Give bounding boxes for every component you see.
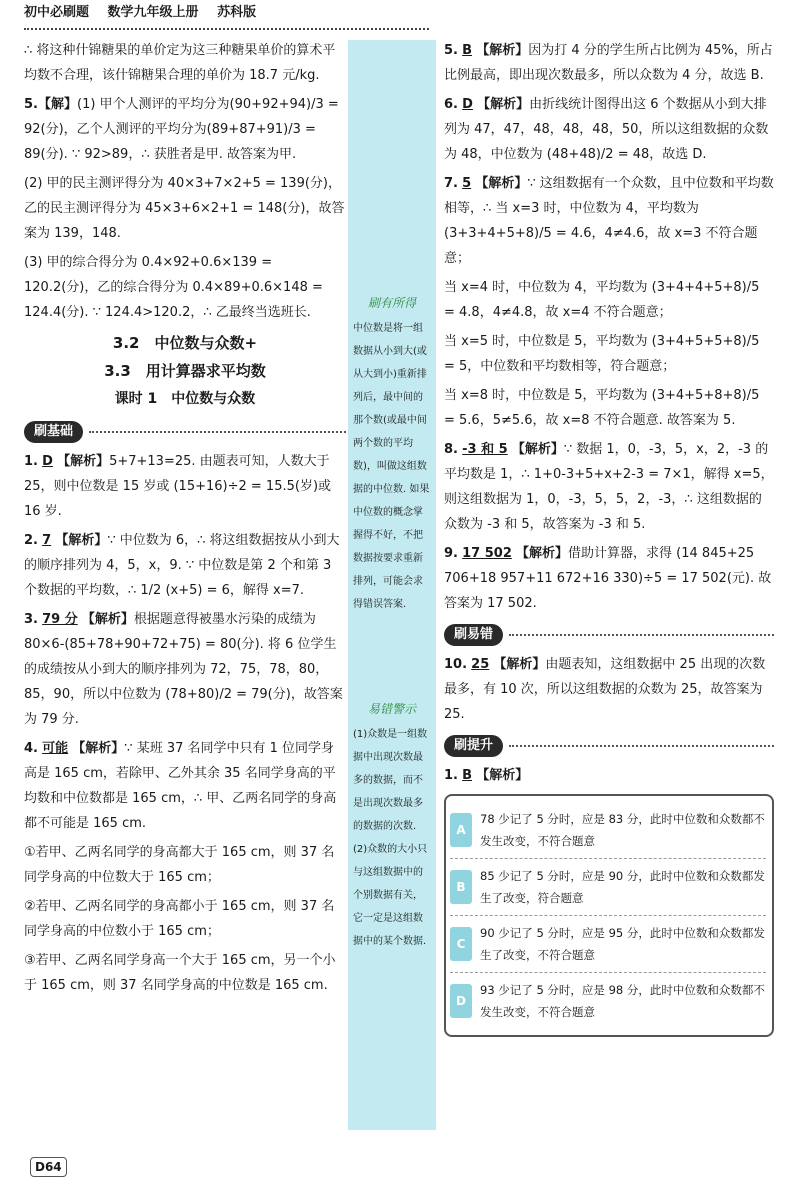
paragraph: ③若甲、乙两名同学身高一个大于 165 cm，另一个小于 165 cm，则 37 名同学身高的中位数是 165 cm.: [24, 953, 336, 993]
option-row: [450, 916, 766, 973]
question-number: 1.: [444, 768, 458, 783]
paragraph: ②若甲、乙两名同学的身高都小于 165 cm，则 37 名同学身高的中位数小于 165 cm；: [24, 899, 335, 939]
question-5: [444, 38, 774, 88]
answer: 79 分: [42, 612, 78, 627]
answer: 17 502: [462, 546, 512, 561]
answer: B: [462, 43, 473, 58]
answer-tag: 【解析】: [516, 546, 569, 561]
question-text: 借助计算器，求得 (14 845+25 706+18 957+11 672+16 330)÷5 = 17 502(元). 故答案为 17 502.: [444, 546, 772, 611]
answer-tag: 【解析】: [55, 533, 108, 548]
paragraph: 当 x=5 时，中位数是 5，平均数为 (3+4+5+5+8)/5 = 5，中位数和平均数相等，符合题意；: [444, 334, 760, 374]
answer-tag: 【解析】: [476, 768, 529, 783]
left-column: [24, 38, 346, 1002]
paragraph: 当 x=4 时，中位数为 4，平均数为 (3+4+4+5+8)/5 = 4.8，4≠4.8，故 x=4 不符合题意；: [444, 280, 760, 320]
option-text: 85 少记了 5 分时，应是 90 分，此时中位数和众数都发生了改变，符合题意: [480, 869, 765, 905]
question-text: ∵ 某班 37 名同学中只有 1 位同学身高是 165 cm，若除甲、乙外其余 35 名同学身高的平均数和中位数都是 165 cm，∴ 甲、乙两名同学的身高都不可能是 165 cm.: [24, 741, 337, 831]
page-number: D64: [30, 1157, 67, 1177]
paragraph: ①若甲、乙两名同学的身高都大于 165 cm，则 37 名同学身高的中位数大于 165 cm；: [24, 845, 335, 885]
section-bar: [24, 421, 346, 443]
page-header: [24, 0, 784, 26]
series-title: 初中必刷题: [24, 5, 90, 20]
note-text: 中位数是将一组数据从小到大(或从大到小)重新排列后，最中间的那个数(或最中间两个数的平均数)，叫做这组数据的中位数. 如果中位数的概念掌握得不好，不把数据按要求重新排列，可能会求得错误答案.: [353, 323, 430, 610]
dotted-divider: [89, 431, 346, 433]
question-text: ∵ 中位数为 6，∴ 将这组数据按从小到大的顺序排列为 4，5，x，9. ∵ 中位数是第 2 个和第 3 个数据的平均数，∴ 1/2 (x+5) = 6，解得 x=7.: [24, 533, 340, 598]
question-text: 因为打 4 分的学生所占比例为 45%，所占比例最高，即出现次数最多，所以众数为 4 分，故选 B.: [444, 43, 773, 83]
question-number: 4.: [24, 741, 38, 756]
paragraph: (2) 甲的民主测评得分为 40×3+7×2+5 = 139(分)，乙的民主测评得分为 45×3+6×2+1 = 148(分)，故答案为 139，148.: [24, 176, 345, 241]
answer: 5: [462, 176, 472, 191]
option-text: 93 少记了 5 分时，应是 98 分，此时中位数和众数都不发生改变，不符合题意: [480, 983, 765, 1019]
answer: D: [462, 97, 473, 112]
paragraph: (3) 甲的综合得分为 0.4×92+0.6×139 = 120.2(分)，乙的综合得分为 0.4×89+0.6×148 = 124.4(分). ∵ 124.4>120.2，∴ 乙最终当选班长.: [24, 255, 323, 320]
note-title: 刷有所得: [367, 296, 416, 310]
question-8: [444, 437, 774, 537]
question-9: [444, 541, 774, 616]
warning-title: 易错警示: [367, 702, 416, 716]
header-divider: [24, 28, 429, 30]
option-letter: B: [450, 870, 472, 904]
question-10: [444, 652, 774, 727]
question-2: [24, 528, 346, 603]
question-number: 6.: [444, 97, 458, 112]
question-1-advanced: [444, 763, 774, 788]
answer: 可能: [42, 741, 69, 756]
section-badge: 刷基础: [24, 421, 83, 443]
lesson-title: 课时 1 中位数与众数: [114, 391, 256, 407]
section-title: 3.2 中位数与众数+: [112, 334, 258, 352]
question-4: [24, 736, 346, 836]
dotted-divider: [509, 745, 774, 747]
answer-tag: 【解析】: [72, 741, 125, 756]
question-number: 1.: [24, 454, 38, 469]
answer-tag: 【解析】: [476, 43, 529, 58]
warning-text: (1)众数是一组数据中出现次数最多的数据，而不是出现次数最多的数据的次数. (2)众数的大小只与这组数据中的个别数据有关，它一定是这组数据中的某个数据.: [353, 729, 428, 947]
dotted-divider: [509, 634, 774, 636]
section-badge: 刷提升: [444, 735, 503, 757]
option-row: [450, 973, 766, 1029]
option-table: [444, 794, 774, 1037]
answer-tag: 【解析】: [57, 454, 110, 469]
option-letter: C: [450, 927, 472, 961]
right-column: [444, 38, 774, 1037]
question-text: 5+7+13=25. 由题表可知，人数大于 25，则中位数是 15 岁或 (15+16)÷2 = 15.5(岁)或 16 岁.: [24, 454, 332, 519]
answer-tag: 【解析】: [477, 97, 530, 112]
option-row: [450, 859, 766, 916]
question-text: (1) 甲个人测评的平均分为(90+92+94)/3 = 92(分)，乙个人测评的平均分为(89+87+91)/3 = 89(分). ∵ 92>89，∴ 获胜者是甲. 故答案为甲.: [24, 97, 339, 162]
question-number: 3.: [24, 612, 38, 627]
answer: D: [42, 454, 53, 469]
question-text: ∵ 这组数据有一个众数，且中位数和平均数相等，∴ 当 x=3 时，中位数为 4，平均数为 (3+3+4+5+8)/5 = 4.6，4≠4.6，故 x=3 不符合题意；: [444, 176, 774, 266]
section-bar: [444, 624, 774, 646]
answer: B: [462, 768, 473, 783]
question-number: 5.: [444, 43, 458, 58]
option-letter: A: [450, 813, 472, 847]
answer: 7: [42, 533, 52, 548]
option-row: [450, 802, 766, 859]
question-7: [444, 171, 774, 271]
question-text: 由题表知，这组数据中 25 出现的次数最多，有 10 次，所以这组数据的众数为 25，故答案为 25.: [444, 657, 766, 722]
answer: 25: [471, 657, 490, 672]
answer: -3 和 5: [462, 442, 508, 457]
subject-title: 数学九年级上册: [107, 5, 199, 20]
option-text: 78 少记了 5 分时，应是 83 分，此时中位数和众数都不发生改变，不符合题意: [480, 812, 765, 848]
answer-tag: 【解】: [37, 97, 77, 112]
question-5: [24, 92, 346, 167]
question-number: 2.: [24, 533, 38, 548]
answer-tag: 【解析】: [475, 176, 528, 191]
question-number: 8.: [444, 442, 458, 457]
question-text: ∵ 数据 1，0，-3，5，x，2，-3 的平均数是 1，∴ 1+0-3+5+x+2-3 = 7×1，解得 x=5，则这组数据为 1，0，-3，5，5，2，-3，∴ 这组数据的众数为 -3 和 5，故答案为 -3 和 5.: [444, 442, 774, 532]
section-bar: [444, 735, 774, 757]
answer-tag: 【解析】: [493, 657, 546, 672]
question-number: 5.: [24, 97, 38, 112]
question-number: 10.: [444, 657, 468, 672]
sidebar-notes: [348, 40, 436, 1130]
question-1: [24, 449, 346, 524]
paragraph: 当 x=8 时，中位数是 5，平均数为 (3+4+5+8+8)/5 = 5.6，5≠5.6，故 x=8 不符合题意. 故答案为 5.: [444, 388, 760, 428]
section-title: 3.3 用计算器求平均数: [104, 362, 266, 380]
question-text: 根据题意得被墨水污染的成绩为 80×6-(85+78+90+72+75) = 80(分). 将 6 位学生的成绩按从小到大的顺序排列为 72，75，78，80，85，90，所以中位数为 (78+80)/2 = 79(分)，故答案为 79 分.: [24, 612, 343, 727]
section-badge: 刷易错: [444, 624, 503, 646]
question-number: 9.: [444, 546, 458, 561]
question-3: [24, 607, 346, 732]
question-number: 7.: [444, 176, 458, 191]
edition-title: 苏科版: [217, 5, 257, 20]
answer-tag: 【解析】: [81, 612, 134, 627]
paragraph: ∴ 将这种什锦糖果的单价定为这三种糖果单价的算术平均数不合理，该什锦糖果合理的单价为 18.7 元/kg.: [24, 43, 336, 83]
question-text: 由折线统计图得出这 6 个数据从小到大排列为 47，47，48，48，48，50，所以这组数据的众数为 48，中位数为 (48+48)/2 = 48，故选 D.: [444, 97, 769, 162]
question-6: [444, 92, 774, 167]
option-letter: D: [450, 984, 472, 1018]
option-text: 90 少记了 5 分时，应是 95 分，此时中位数和众数都发生了改变，不符合题意: [480, 926, 765, 962]
answer-tag: 【解析】: [511, 442, 564, 457]
